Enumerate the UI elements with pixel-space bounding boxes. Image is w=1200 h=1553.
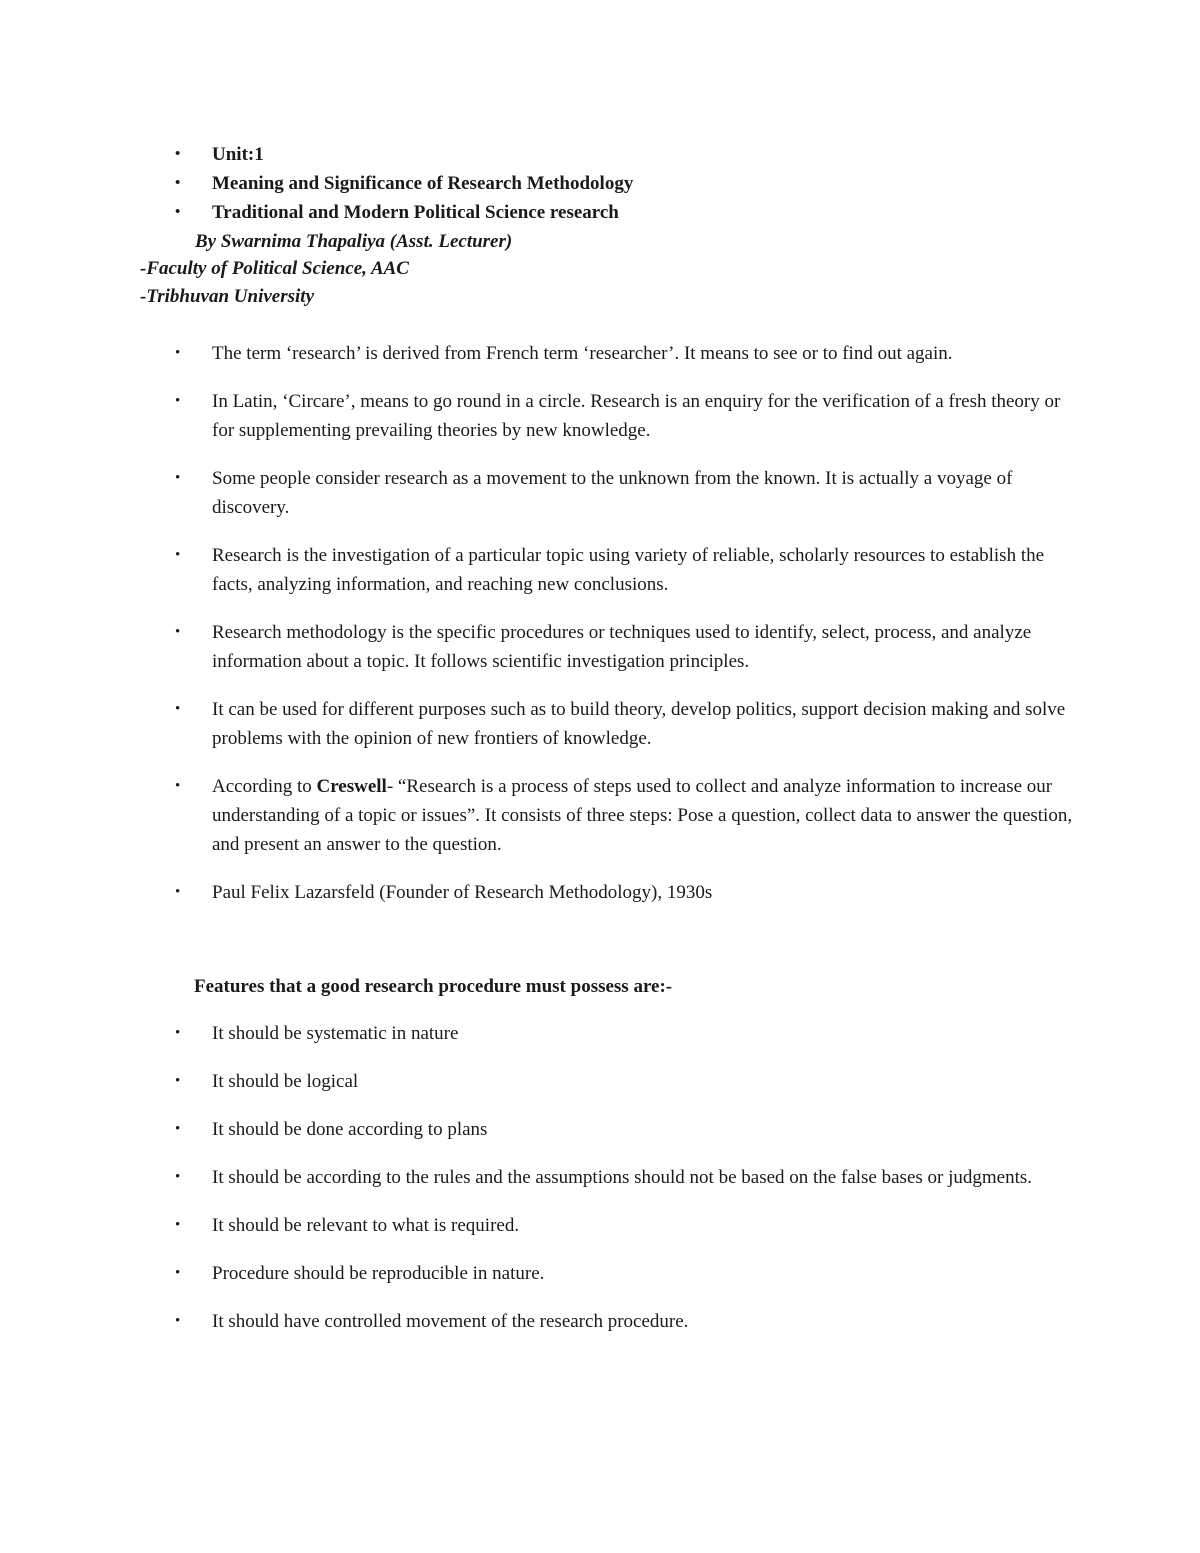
creswell-prefix: According to bbox=[212, 776, 317, 797]
list-item-text: The term ‘research’ is derived from French term ‘researcher’. It means to see or to find out again. bbox=[212, 343, 953, 364]
unit-topic-2: Traditional and Modern Political Science research bbox=[212, 202, 619, 223]
list-item bbox=[0, 1307, 1200, 1336]
list-item bbox=[0, 772, 1200, 859]
list-item bbox=[0, 1259, 1200, 1288]
list-item bbox=[0, 1115, 1200, 1144]
bullet-icon: • bbox=[175, 1073, 181, 1089]
list-item-text: It should be according to the rules and the assumptions should not be based on the false bases or judgments. bbox=[212, 1167, 1033, 1188]
list-item bbox=[0, 541, 1200, 599]
list-item bbox=[0, 1211, 1200, 1240]
list-item bbox=[0, 878, 1200, 907]
list-item bbox=[0, 387, 1200, 445]
list-item-text: In Latin, ‘Circare’, means to go round in a circle. Research is an enquiry for the verification of a fresh theory or for supplementing prevailing theories by new knowledge. bbox=[212, 391, 1061, 441]
list-item bbox=[0, 464, 1200, 522]
bullet-icon: • bbox=[175, 1265, 181, 1281]
bullet-icon: • bbox=[175, 1121, 181, 1137]
list-item bbox=[0, 339, 1200, 368]
list-item bbox=[0, 140, 1200, 169]
list-item-text: It should be systematic in nature bbox=[212, 1023, 459, 1044]
list-item bbox=[0, 198, 1200, 227]
list-item-text: It should be relevant to what is required. bbox=[212, 1215, 520, 1236]
bullet-icon: • bbox=[175, 393, 181, 409]
bullet-icon: • bbox=[175, 547, 181, 563]
list-item-text: It should have controlled movement of the research procedure. bbox=[212, 1311, 689, 1332]
author-byline: By Swarnima Thapaliya (Asst. Lecturer) bbox=[195, 231, 513, 252]
list-item bbox=[0, 1163, 1200, 1192]
creswell-quote: - “Research is a process of steps used to collect and analyze information to increase our understanding of a topic or issues”. It consists of three steps: Pose a question, collect data to answer the question, and present an answer to the question. bbox=[212, 776, 1073, 855]
list-item-text: It should be logical bbox=[212, 1071, 359, 1092]
creswell-name: Creswell bbox=[316, 776, 387, 797]
bullet-icon: • bbox=[175, 470, 181, 486]
bullet-icon: • bbox=[175, 175, 181, 191]
features-list bbox=[0, 1019, 1200, 1355]
list-item bbox=[0, 169, 1200, 198]
list-item bbox=[0, 618, 1200, 676]
bullet-icon: • bbox=[175, 146, 181, 162]
bullet-icon: • bbox=[175, 1313, 181, 1329]
features-heading: Features that a good research procedure must possess are:- bbox=[194, 976, 673, 997]
list-item bbox=[0, 695, 1200, 753]
bullet-icon: • bbox=[175, 1025, 181, 1041]
unit-label: Unit:1 bbox=[212, 144, 264, 165]
list-item bbox=[0, 1019, 1200, 1048]
bullet-icon: • bbox=[175, 1217, 181, 1233]
definition-list bbox=[0, 339, 1200, 926]
list-item bbox=[0, 1067, 1200, 1096]
list-item-text: Procedure should be reproducible in nature. bbox=[212, 1263, 545, 1284]
unit-topic-1: Meaning and Significance of Research Methodology bbox=[212, 173, 634, 194]
list-item-text: It should be done according to plans bbox=[212, 1119, 488, 1140]
bullet-icon: • bbox=[175, 624, 181, 640]
unit-header-list bbox=[0, 140, 1200, 227]
bullet-icon: • bbox=[175, 345, 181, 361]
list-item-text: Paul Felix Lazarsfeld (Founder of Research Methodology), 1930s bbox=[212, 882, 713, 903]
affiliation-faculty: -Faculty of Political Science, AAC bbox=[140, 258, 409, 279]
affiliation-university: -Tribhuvan University bbox=[140, 286, 314, 307]
bullet-icon: • bbox=[175, 1169, 181, 1185]
bullet-icon: • bbox=[175, 884, 181, 900]
bullet-icon: • bbox=[175, 701, 181, 717]
bullet-icon: • bbox=[175, 778, 181, 794]
list-item-text: It can be used for different purposes such as to build theory, develop politics, support decision making and solve problems with the opinion of new frontiers of knowledge. bbox=[212, 699, 1066, 749]
list-item-text: Some people consider research as a movement to the unknown from the known. It is actually a voyage of discovery. bbox=[212, 468, 1013, 518]
list-item-text: Research methodology is the specific procedures or techniques used to identify, select, process, and analyze information about a topic. It follows scientific investigation principles. bbox=[212, 622, 1032, 672]
list-item-text: Research is the investigation of a particular topic using variety of reliable, scholarly resources to establish the facts, analyzing information, and reaching new conclusions. bbox=[212, 545, 1045, 595]
bullet-icon: • bbox=[175, 204, 181, 220]
